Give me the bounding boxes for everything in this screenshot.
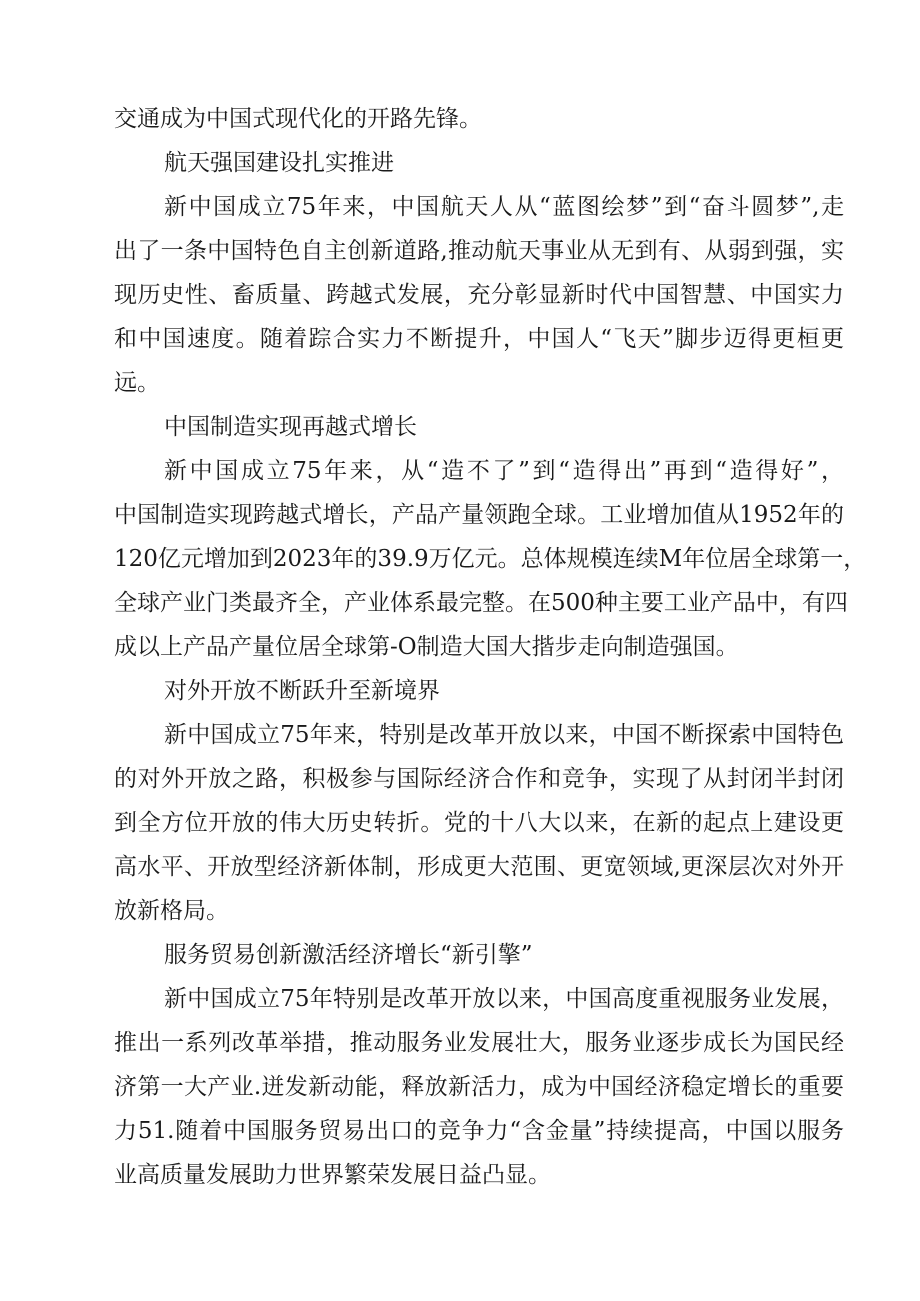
section-heading: 航天强国建设扎实推进 <box>164 150 394 176</box>
paragraph-line: 远。 <box>114 370 160 396</box>
paragraph-line: 120亿元增加到2023年的39.9万亿元。总体规模连续M年位居全球第一， <box>114 546 867 572</box>
paragraph-line: 济第一大产业.迸发新动能，释放新活力，成为中国经济稳定增长的重要 <box>114 1074 844 1100</box>
paragraph-line: 全球产业门类最齐全，产业体系最完整。在500种主要工业产品中，有四 <box>114 590 848 616</box>
section-heading: 中国制造实现再越式增长 <box>164 414 417 440</box>
paragraph-line: 现历史性、畜质量、跨越式发展，充分彰显新时代中国智慧、中国实力 <box>114 282 844 308</box>
paragraph-line: 交通成为中国式现代化的开路先锋。 <box>114 106 482 132</box>
paragraph-line: 高水平、开放型经济新体制，形成更大范围、更宽领域,更深层次对外开 <box>114 854 844 880</box>
paragraph-line: 的对外开放之路，积极参与国际经济合作和竞争，实现了从封闭半封闭 <box>114 766 844 792</box>
paragraph-line: 中国制造实现跨越式增长，产品产量领跑全球。工业增加值从1952年的 <box>114 502 844 528</box>
paragraph-line: 新中国成立75年来，特别是改革开放以来，中国不断探索中国特色 <box>164 722 844 748</box>
paragraph-line: 放新格局。 <box>114 898 229 924</box>
paragraph-line: 到全方位开放的伟大历史转折。党的十八大以来，在新的起点上建设更 <box>114 810 844 836</box>
paragraph-line: 力51.随着中国服务贸易出口的竞争力“含金量”持续提高，中国以服务 <box>114 1118 844 1144</box>
paragraph-line: 推出一系列改革举措，推动服务业发展壮大，服务业逐步成长为国民经 <box>114 1030 844 1056</box>
paragraph-line: 成以上产品产量位居全球第-O制造大国大揩步走向制造强国。 <box>114 634 739 660</box>
section-heading: 对外开放不断跃升至新境界 <box>164 678 440 704</box>
paragraph-line: 和中国速度。随着踪合实力不断提升，中国人“飞天”脚步迈得更桓更 <box>114 326 844 352</box>
paragraph-line: 业高质量发展助力世界繁荣发展日益凸显。 <box>114 1162 551 1188</box>
paragraph-line: 新中国成立75年来，从“造不了”到“造得出”再到“造得好”， <box>164 458 844 484</box>
paragraph-line: 新中国成立75年特别是改革开放以来，中国高度重视服务业发展， <box>164 986 844 1012</box>
paragraph-line: 出了一条中国特色自主创新道路,推动航天事业从无到有、从弱到强，实 <box>114 238 844 264</box>
paragraph-line: 新中国成立75年来，中国航天人从“蓝图绘梦”到“奋斗圆梦”,走 <box>164 194 844 220</box>
section-heading: 服务贸易创新激活经济增长“新引擎” <box>164 942 533 968</box>
